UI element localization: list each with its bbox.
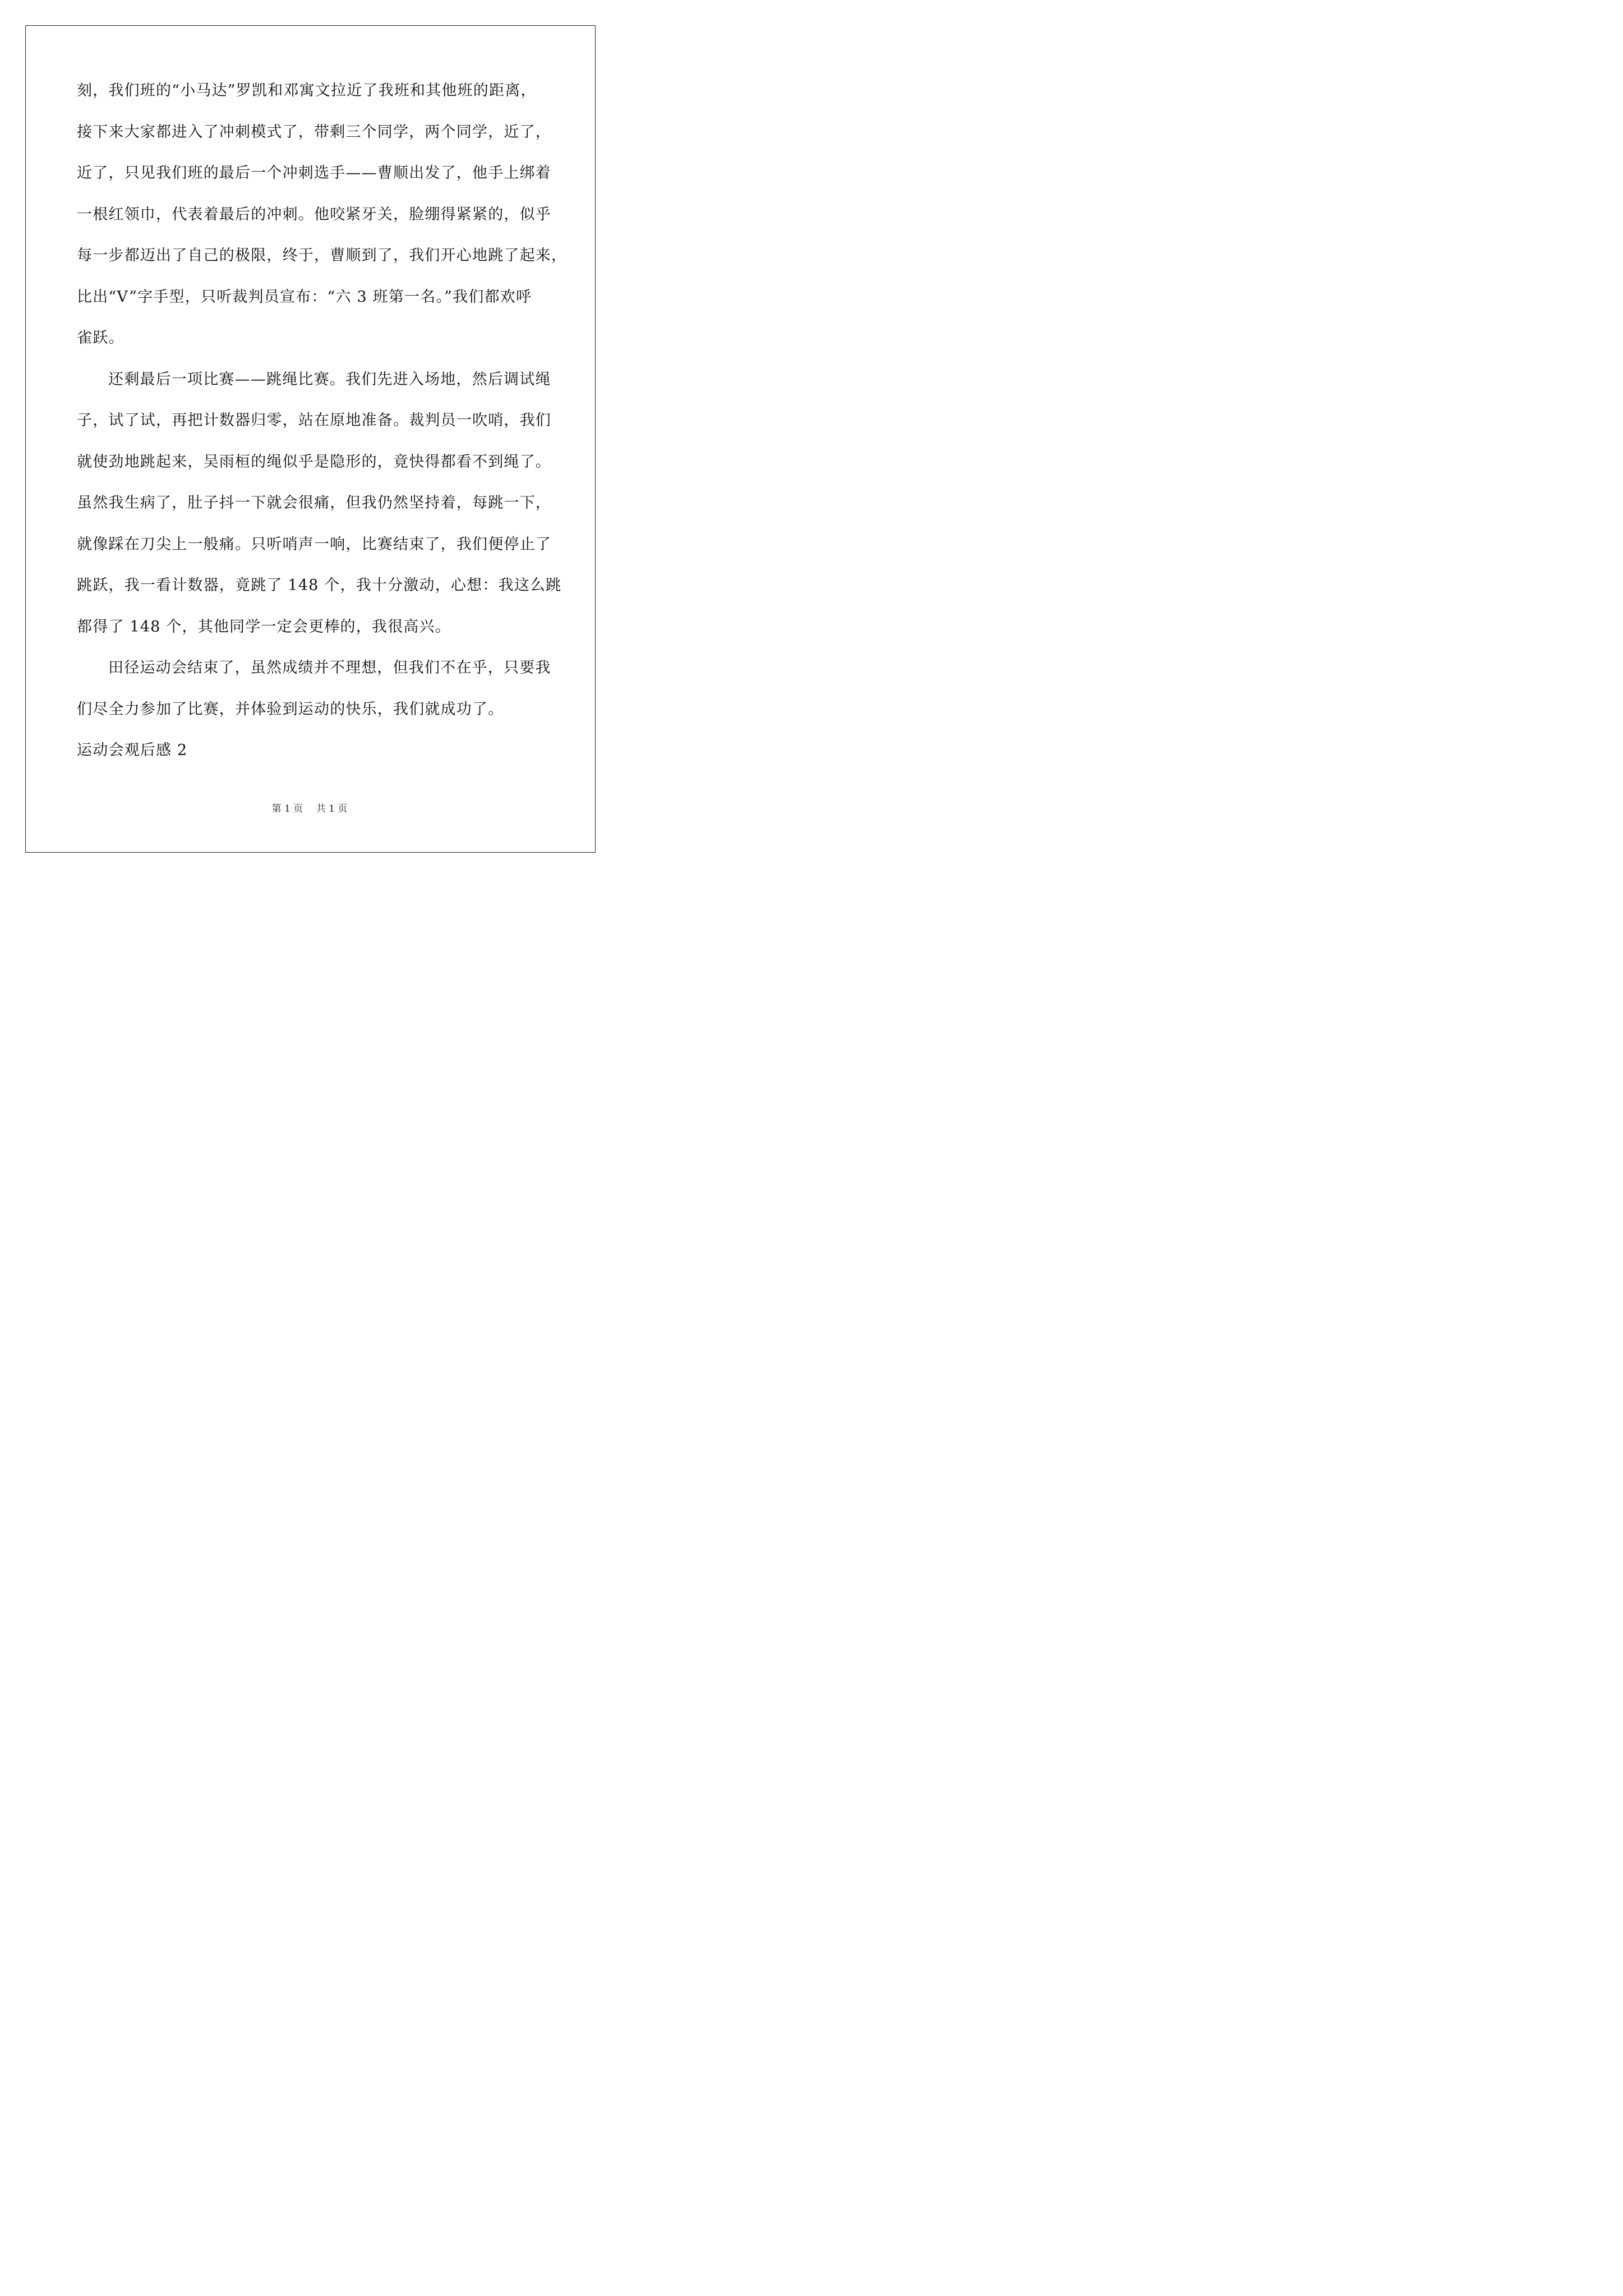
text-line: 就使劲地跳起来，吴雨桓的绳似乎是隐形的，竟快得都看不到绳了。 [77, 453, 551, 471]
text-line: 就像踩在刀尖上一般痛。只听哨声一响，比赛结束了，我们便停止了 [77, 535, 551, 553]
text-line: 近了，只见我们班的最后一个冲刺选手——曹顺出发了，他手上绑着 [77, 164, 551, 182]
text-line: 刻，我们班的“小马达”罗凯和邓寓文拉近了我班和其他班的距离， [77, 82, 537, 99]
text-line: 子，试了试，再把计数器归零，站在原地准备。裁判员一吹哨，我们 [77, 412, 551, 429]
document-body [77, 80, 568, 781]
text-line: 虽然我生病了，肚子抖一下就会很痛，但我仍然坚持着，每跳一下， [77, 494, 551, 512]
text-line: 运动会观后感 2 [77, 742, 188, 759]
page-footer [0, 800, 619, 815]
page-number-current: 第 1 页 [271, 803, 303, 815]
text-line: 比出“V”字手型，只听裁判员宣布：“六 3 班第一名。”我们都欢呼 [77, 288, 532, 306]
text-line: 们尽全力参加了比赛，并体验到运动的快乐，我们就成功了。 [77, 700, 504, 718]
text-line: 一根红领巾，代表着最后的冲刺。他咬紧牙关，脸绷得紧紧的，似乎 [77, 205, 551, 223]
text-line: 跳跃，我一看计数器，竟跳了 148 个，我十分激动，心想：我这么跳 [77, 577, 562, 594]
text-line: 接下来大家都进入了冲刺模式了，带剩三个同学，两个同学，近了， [77, 123, 551, 141]
text-line: 都得了 148 个，其他同学一定会更棒的，我很高兴。 [77, 618, 451, 636]
text-line: 雀跃。 [77, 329, 125, 347]
text-line: 还剩最后一项比赛——跳绳比赛。我们先进入场地，然后调试绳 [108, 370, 551, 388]
text-line: 田径运动会结束了，虽然成绩并不理想，但我们不在乎，只要我 [108, 659, 551, 677]
page-number-total: 共 1 页 [316, 803, 348, 815]
text-line: 每一步都迈出了自己的极限，终于，曹顺到了，我们开心地跳了起来， [77, 247, 568, 264]
